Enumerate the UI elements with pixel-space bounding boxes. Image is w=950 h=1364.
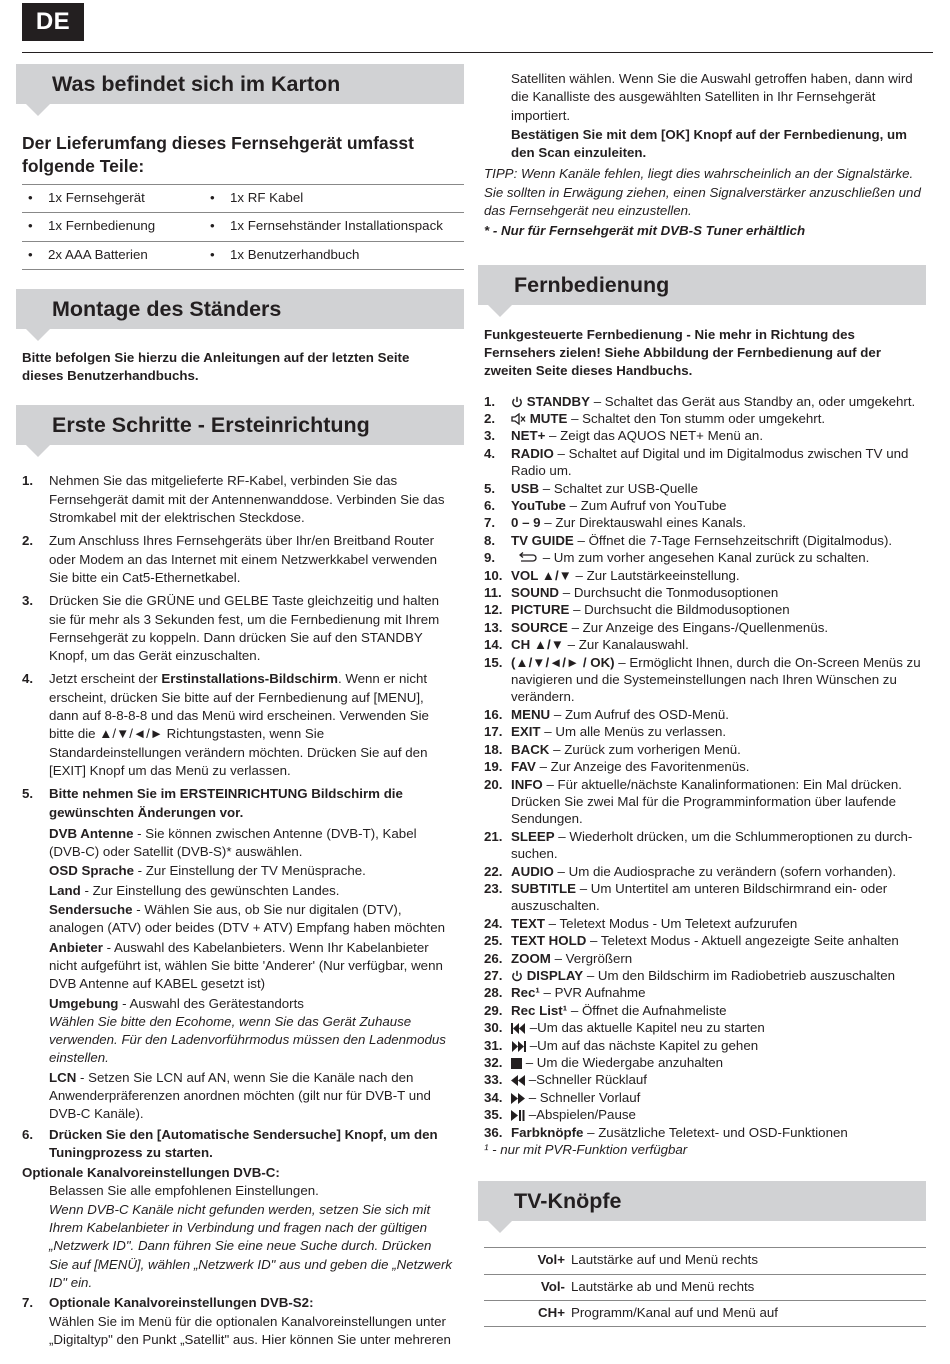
remote-item: 32. – Um die Wiedergabe anzuhalten xyxy=(484,1055,724,1070)
pvr-footnote: ¹ - nur mit PVR-Funktion verfügbar xyxy=(484,1142,688,1158)
list-item: 1x RF Kabel xyxy=(230,190,304,205)
top-rule xyxy=(22,52,933,53)
dvbs2-continued: Satelliten wählen. Wenn Sie die Auswahl getroffen haben, dann wird die Kanalliste des ausgewählten Satelliten in Ihr Fernsehgerät importiert. xyxy=(511,71,913,123)
remote-item: 7. 0 – 9 – Zur Direktauswahl eines Kanals. xyxy=(484,515,747,531)
remote-item: 22. AUDIO – Um die Audiosprache zu verändern (sofern vorhanden). xyxy=(484,863,897,879)
remote-item: 6. YouTube – Zum Aufruf von YouTube xyxy=(484,498,727,513)
list-item: 1x Fernsehständer Installationspack xyxy=(230,218,443,234)
remote-intro: Funkgesteuerte Fernbedienung - Nie mehr in Richtung des Fernsehers zielen! Siehe Abbildung der Fernbedienung auf der zweiten Seite dieses Handbuchs. xyxy=(484,326,881,379)
remote-item: 1. STANDBY – Schaltet das Gerät aus Standby an, oder umgekehrt. xyxy=(484,393,916,409)
list-item: 3. Drücken Sie die GRÜNE und GELBE Taste gleichzeitig und halten sie für mehr als 3 Sekunden fest, um die Fernbedienung mit Ihrem Fernsehgerät zu koppeln. Dann drücken Sie auf den STANDBY Knopf, um das Gerät einzuschalten. xyxy=(22,593,440,664)
list-item: 2. Zum Anschluss Ihres Fernsehgeräts über Ihr/en Breitband Router oder Modem an das Internet mit einem Netzwerkkabel verwenden Sie bitte ein Cat5-Ethernetkabel. xyxy=(22,533,438,585)
remote-item: 20. INFO – Für aktuelle/nächste Kanalinformationen: Ein Mal drücken. Drücken Sie zwei Mal für die Programminformation über laufende Sendungen. xyxy=(484,776,902,827)
remote-item: 14. CH ▲/▼ – Zur Kanalauswahl. xyxy=(484,637,689,653)
list-item: 5. Bitte nehmen Sie im ERSTEINRICHTUNG Bildschirm die gewünschten Änderungen vor. DVB Antenne - Sie können zwischen Antenne (DVB-T), Kabel (DVB-C) oder Satellit (DVB-S)* auswählen. OSD Sprache - Zur Einstellung der TV Menüsprache. Land - Zur Einstellung des gewünschten Landes. Sendersuche - Wählen Sie aus, ob Sie nur digitalen (DTV), analogen (ATV) oder beides (DTV + ATV) Empfang haben möchten Anbieter - Auswahl des Kabelanbieters. Wenn Ihr Kabelanbieter nicht aufgeführt ist, wählen Sie bitte 'Anderer' (Nur verfügbar, wenn DVB Antenne auf KABEL gesetzt ist) Umgebung - Auswahl des Gerätestandorts Wählen Sie bitte den Ecohome, wenn Sie das Gerät Zuhause verwenden. Für den Ladenvorführmodus müssen den Ladenmodus einstellen. LCN - Setzen Sie LCN auf AN, wenn Sie die Kanäle nach den Anwenderpräferenzen anordnen möchten (gilt nur für DVB-T und DVB-C Kanäle). xyxy=(22,785,454,1123)
remote-item: 34. – Schneller Vorlauf xyxy=(484,1089,641,1105)
section-heading-erste-schritte: Erste Schritte - Ersteinrichtung xyxy=(16,405,464,445)
remote-item: 13. SOURCE – Zur Anzeige des Eingans-/Quellenmenüs. xyxy=(484,619,829,635)
remote-item: 2. MUTE – Schaltet den Ton stumm oder umgekehrt. xyxy=(484,410,826,426)
skip-back-icon xyxy=(511,1020,526,1035)
return-icon xyxy=(515,550,539,565)
dvbc-text: Belassen Sie alle empfohlenen Einstellungen. xyxy=(49,1183,319,1199)
montage-text: Bitte befolgen Sie hierzu die Anleitungen auf der letzten Seite dieses Benutzerhandbuchs. xyxy=(22,349,410,384)
list-item: 7. Optionale Kanalvoreinstellungen DVB-S2: Wählen Sie im Menü für die optionalen Kanalvoreinstellungen unter „Digitaltyp" den Punkt „Satellit" aus. Hier können Sie unter mehreren xyxy=(22,1295,451,1347)
table-row xyxy=(22,213,464,241)
dvbc-note: Wenn DVB-C Kanäle nicht gefunden werden, setzen Sie sich mit Ihrem Kabelanbieter in Verbindung und fragen nach der gültigen „Netzwerk ID". Dann führen Sie eine neue Suche durch. Drücken Sie auf [MENÜ], wählen „Netzwerk ID" aus und geben die „Netzwerk ID" ein. xyxy=(49,1201,453,1290)
remote-item: 23. SUBTITLE – Um Untertitel am unteren Bildschirmrand ein- oder auszuschalten. xyxy=(484,880,888,914)
rewind-icon xyxy=(511,1072,525,1087)
setup-steps xyxy=(22,472,454,1162)
remote-item: 18. BACK – Zurück zum vorherigen Menü. xyxy=(484,741,741,757)
list-item: 1x Fernsehgerät xyxy=(48,190,145,205)
remote-item: 5. USB – Schaltet zur USB-Quelle xyxy=(484,480,698,496)
language-badge: DE xyxy=(22,3,84,41)
table-row xyxy=(22,185,464,213)
remote-item: 33. –Schneller Rücklauf xyxy=(484,1072,647,1088)
setup-steps-2 xyxy=(22,1294,454,1349)
table-row: Vol+ Lautstärke auf und Menü rechts xyxy=(484,1248,926,1274)
list-item: 1. Nehmen Sie das mitgelieferte RF-Kabel, verbinden Sie das Fernsehgerät damit mit der Antennenwanddose. Verbinden Sie das Stromkabel mit der elektrischen Steckdose. xyxy=(22,473,445,526)
remote-item: 9. – Um zum vorher angesehen Kanal zurück zu schalten. xyxy=(484,550,870,566)
remote-item: 29. Rec List¹ – Öffnet die Aufnahmeliste xyxy=(484,1002,727,1018)
remote-item: 8. TV GUIDE – Öffnet die 7-Tage Fernsehzeitschrift (Digitalmodus). xyxy=(484,532,893,548)
remote-item: 3. NET+ – Zeigt das AQUOS NET+ Menü an. xyxy=(484,428,764,444)
bullet: • xyxy=(210,218,215,234)
remote-item: 25. TEXT HOLD – Teletext Modus - Aktuell angezeigte Seite anhalten xyxy=(484,933,899,949)
section-heading-fernbedienung: Fernbedienung xyxy=(478,265,926,305)
remote-button-list xyxy=(484,393,926,1141)
remote-item: 24. TEXT – Teletext Modus - Um Teletext aufzurufen xyxy=(484,915,798,931)
dvbs2-confirm: Bestätigen Sie mit dem [OK] Knopf auf der Fernbedienung, um den Scan einzuleiten. xyxy=(511,126,907,161)
bullet: • xyxy=(28,218,33,234)
skip-forward-icon xyxy=(511,1038,526,1053)
bullet: • xyxy=(28,246,33,262)
remote-item: 4. RADIO – Schaltet auf Digital und im Digitalmodus zwischen TV und Radio um. xyxy=(484,445,909,479)
remote-item: 12. PICTURE – Durchsucht die Bildmodusoptionen xyxy=(484,602,790,618)
dvbc-title: Optionale Kanalvoreinstellungen DVB-C: xyxy=(22,1165,280,1181)
play-pause-icon xyxy=(511,1107,525,1122)
remote-item: 26. ZOOM – Vergrößern xyxy=(484,950,633,966)
list-item: 1x Benutzerhandbuch xyxy=(230,246,360,262)
remote-item: 15. (▲/▼/◄/► / OK) – Ermöglicht Ihnen, durch die On-Screen Menüs zu navigieren und die Systemeinstellungen nach Ihren Wünschen zu verändern. xyxy=(484,654,921,705)
left-column xyxy=(22,60,454,1354)
power-icon xyxy=(511,394,523,409)
fast-forward-icon xyxy=(511,1090,525,1105)
bullet: • xyxy=(210,246,215,262)
remote-item: 21. SLEEP – Wiederholt drücken, um die Schlummeroptionen zu durch- suchen. xyxy=(484,828,913,862)
remote-item: 17. EXIT – Um alle Menüs zu verlassen. xyxy=(484,724,727,740)
remote-item: 28. Rec¹ – PVR Aufnahme xyxy=(484,985,646,1001)
list-item: 1x Fernbedienung xyxy=(48,218,156,234)
table-row: CH+ Programm/Kanal auf und Menü auf xyxy=(484,1300,926,1326)
dvbs-footnote: * - Nur für Fernsehgerät mit DVB-S Tuner erhältlich xyxy=(484,223,806,239)
contents-table xyxy=(22,184,464,270)
right-column xyxy=(484,70,926,1327)
remote-item: 16. MENU – Zum Aufruf des OSD-Menü. xyxy=(484,706,729,722)
table-row xyxy=(22,241,464,269)
mute-icon xyxy=(511,411,526,426)
remote-item: 30. –Um das aktuelle Kapitel neu zu starten xyxy=(484,1020,765,1036)
setup-options: DVB Antenne - Sie können zwischen Antenne (DVB-T), Kabel (DVB-C) oder Satellit (DVB-S)* auswählen. OSD Sprache - Zur Einstellung der TV Menüsprache. Land - Zur Einstellung des gewünschten Landes. Sendersuche - Wählen Sie aus, ob Sie nur digitalen (DTV), analogen (ATV) oder beides (DTV + ATV) Empfang haben möchten Anbieter - Auswahl des Kabelanbieters. Wenn Ihr Kabelanbieter nicht aufgeführt ist, wählen Sie bitte 'Anderer' (Nur verfügbar, wenn DVB Antenne auf KABEL gesetzt ist) Umgebung - Auswahl des Gerätestandorts Wählen Sie bitte den Ecohome, wenn Sie das Gerät Zuhause verwenden. Für den Ladenvorführmodus müssen den Ladenmodus einstellen. LCN - Setzen Sie LCN auf AN, wenn Sie die Kanäle nach den Anwenderpräferenzen anordnen möchten (gilt nur für DVB-T und DVB-C Kanäle). xyxy=(49,825,446,1122)
list-item: 6. Drücken Sie den [Automatische Sendersuche] Knopf, um den Tuningprozess zu starten. xyxy=(22,1126,438,1160)
section-heading-karton: Was befindet sich im Karton xyxy=(16,64,464,104)
tv-buttons-table xyxy=(484,1247,926,1327)
power-icon xyxy=(511,968,523,983)
remote-item: 11. SOUND – Durchsucht die Tonmodusoptionen xyxy=(484,585,779,601)
section-heading-montage: Montage des Ständers xyxy=(16,289,464,329)
remote-item: 19. FAV – Zur Anzeige des Favoritenmenüs. xyxy=(484,759,750,775)
remote-item: 31. –Um auf das nächste Kapitel zu gehen xyxy=(484,1037,759,1053)
table-row: Vol- Lautstärke ab und Menü rechts xyxy=(484,1274,926,1300)
tip-text: TIPP: Wenn Kanäle fehlen, liegt dies wahrscheinlich an der Signalstärke. Sie sollten in Erwägung ziehen, einen Signalverstärker anzuschließen und das Fernsehgerät neu einzustellen. xyxy=(484,166,921,219)
remote-item: 36. Farbknöpfe – Zusätzliche Teletext- und OSD-Funktionen xyxy=(484,1124,848,1140)
list-item: 2x AAA Batterien xyxy=(48,246,148,262)
list-item: 4. Jetzt erscheint der Erstinstallations-Bildschirm. Wenn er nicht erscheint, drücken Sie bitte auf der Fernbedienung auf [MENU], dann auf 8-8-8-8 und das Menü wird erscheinen. Verwenden Sie bitte die ▲/▼/◄/► Richtungstasten, wenn Sie Standardeinstellungen verändern möchten. Drücken Sie auf den [EXIT] Knopf um das Menü zu verlassen. xyxy=(22,671,429,778)
remote-item: 35. –Abspielen/Pause xyxy=(484,1107,636,1123)
section-heading-tv-knoepfe: TV-Knöpfe xyxy=(478,1181,926,1221)
karton-intro: Der Lieferumfang dieses Fernsehgerät umfasst folgende Teile: xyxy=(22,133,414,176)
bullet: • xyxy=(210,190,215,205)
stop-icon xyxy=(511,1055,522,1070)
remote-item: 27. DISPLAY – Um den Bildschirm im Radiobetrieb auszuschalten xyxy=(484,967,896,983)
remote-item: 10. VOL ▲/▼ – Zur Lautstärkeeinstellung. xyxy=(484,567,740,583)
bullet: • xyxy=(28,190,33,205)
